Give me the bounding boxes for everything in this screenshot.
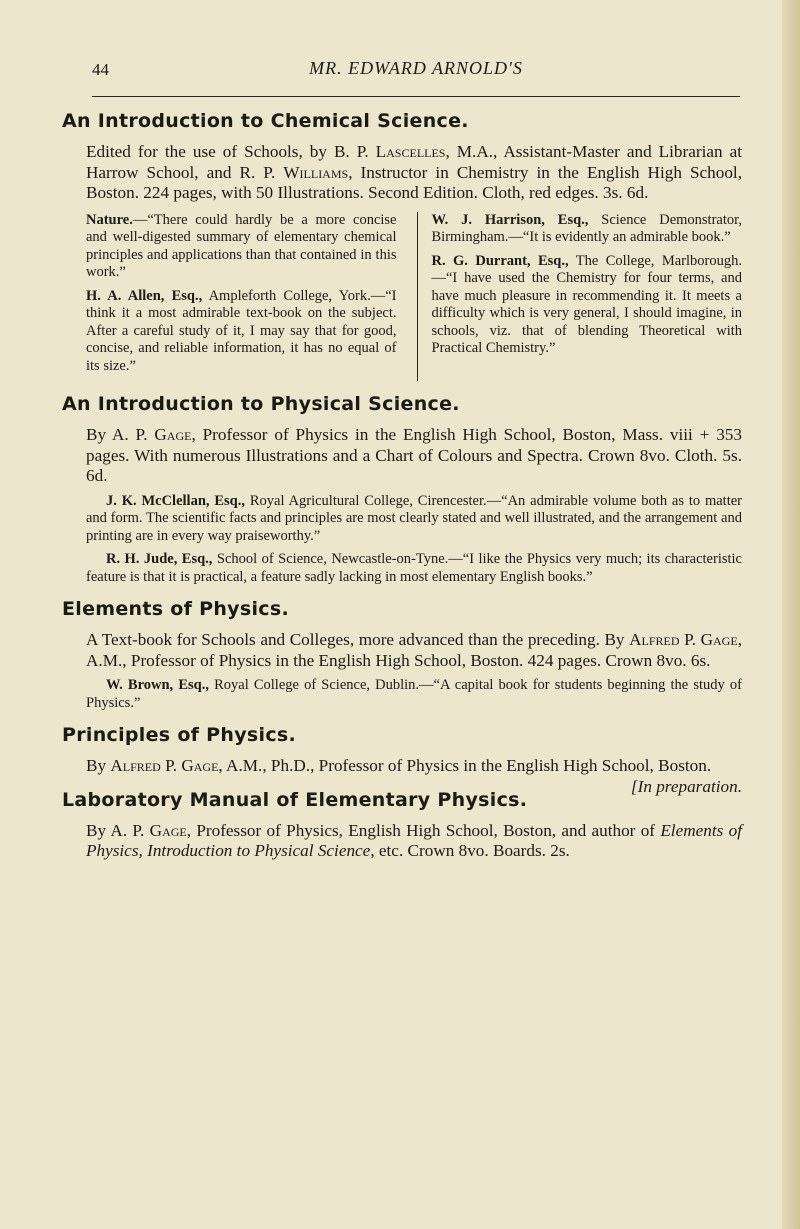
author-name: Williams — [283, 162, 349, 182]
page-number: 44 — [92, 60, 109, 79]
review-text: The College, Marlborough.—“I have used the Chemistry for four terms, and have much pleasure in recommending it. It meets a difficulty which is very general, I should imagine, in schools, viz. that of blending Theoretical with Practical Chemistry.” — [431, 252, 742, 356]
reviewer-name: J. K. McClellan, Esq., — [106, 492, 245, 509]
review-column-left — [86, 212, 401, 382]
lead-text: , etc. Crown 8vo. Boards. 2s. — [370, 841, 570, 860]
author-name: Alfred P. Gage — [110, 756, 219, 775]
section-elements-physics — [62, 596, 742, 712]
lead-text: , A.M., Ph.D., Professor of Physics in the English High School, Boston. — [218, 756, 712, 775]
section-title: An Introduction to Physical Science. — [62, 393, 460, 415]
section-physical-science — [62, 391, 742, 586]
lead-text: , Professor of Physics in the English High School, Boston, Mass. viii + 353 pages. With numerous Illustrations and a Chart of Colours and Spectra. Crown 8vo. Cloth. 5s. 6d. — [86, 425, 742, 485]
reviewer-name: W. J. Harrison, Esq., — [431, 211, 589, 228]
section-principles-physics — [62, 722, 742, 796]
reviewer-name: R. H. Jude, Esq., — [106, 551, 213, 567]
review-text: School of Science, Newcastle-on-Tyne.—“I like the Physics very much; its characteristic feature is that it is practical, a feature sadly lacking in most elementary English books.” — [86, 551, 742, 585]
section-lead — [86, 142, 742, 204]
review-text: Royal Agricultural College, Cirencester.—“An admirable volume both as to matter and form. The scientific facts and principles are most clearly stated and well illustrated, and the arrangement and printing are in every way praiseworthy.” — [86, 492, 742, 544]
review-text: —“There could hardly be a more concise and well-digested summary of elementary chemical principles and applications than that contained in this work.” — [86, 211, 397, 280]
header-rule — [92, 96, 740, 97]
page-content — [62, 108, 742, 862]
page-edge — [782, 0, 800, 1229]
book-titles: Elements of Physics, Introduction to Physical Science — [86, 820, 742, 860]
author-name: Gage — [154, 425, 192, 444]
section-chemical-science — [62, 108, 742, 381]
section-lead — [86, 756, 742, 796]
review-columns — [86, 212, 742, 382]
section-lead — [86, 630, 742, 671]
review-quote — [86, 493, 742, 546]
review-quote — [86, 212, 397, 282]
section-title: An Introduction to Chemical Science. — [62, 110, 469, 132]
lead-text: , Instructor in Chemistry in the English High School, Boston. 224 pages, with 50 Illustrations. Second Edition. Cloth, red edges. 3s. 6d. — [86, 162, 742, 202]
review-quote — [432, 212, 743, 247]
lead-text: By A. P. — [86, 820, 150, 840]
section-title: Laboratory Manual of Elementary Physics. — [62, 788, 528, 811]
review-text: Royal College of Science, Dublin.—“A capital book for students beginning the study of Physics.” — [86, 677, 742, 711]
reviewer-name: H. A. Allen, Esq., — [86, 287, 203, 304]
review-quote — [86, 551, 742, 586]
review-column-right — [417, 212, 743, 382]
author-name: Lascelles — [375, 142, 446, 161]
review-text: Science Demonstrator, Birmingham.—“It is evidently an admirable book.” — [431, 211, 742, 245]
author-name: Alfred P. Gage — [629, 630, 738, 649]
author-name: Gage — [149, 820, 187, 840]
section-lead — [86, 425, 742, 487]
section-lead — [86, 821, 742, 862]
review-quote — [86, 288, 397, 376]
lead-text: By A. P. — [86, 425, 155, 444]
reviewer-name: Nature. — [86, 211, 133, 228]
lead-text: , A.M., Professor of Physics in the English High School, Boston. 424 pages. Crown 8vo. 6s. — [86, 630, 742, 670]
lead-text: , M.A., Assistant-Master and Librarian at Harrow School, and R. P. — [86, 142, 742, 182]
review-text: Ampleforth College, York.—“I think it a most admirable text-book on the subject. After a careful study of it, I may say that for good, concise, and reliable information, it has no equal of its size.” — [86, 287, 397, 374]
section-laboratory-manual — [62, 787, 742, 862]
lead-text: A Text-book for Schools and Colleges, more advanced than the preceding. By — [86, 630, 630, 649]
reviewer-name: R. G. Durrant, Esq., — [431, 252, 569, 269]
running-head — [92, 58, 740, 86]
section-title: Elements of Physics. — [62, 598, 289, 620]
reviewer-name: W. Brown, Esq., — [106, 677, 209, 693]
lead-text: Edited for the use of Schools, by B. P. — [86, 142, 376, 161]
section-title: Principles of Physics. — [62, 724, 297, 746]
review-quote — [432, 253, 743, 358]
lead-text: By — [86, 756, 111, 775]
review-quote — [86, 677, 742, 712]
lead-text: , Professor of Physics, English High School, Boston, and author of — [186, 820, 661, 840]
running-title: MR. EDWARD ARNOLD'S — [309, 58, 523, 78]
in-preparation-note: [In preparation. — [630, 776, 742, 796]
